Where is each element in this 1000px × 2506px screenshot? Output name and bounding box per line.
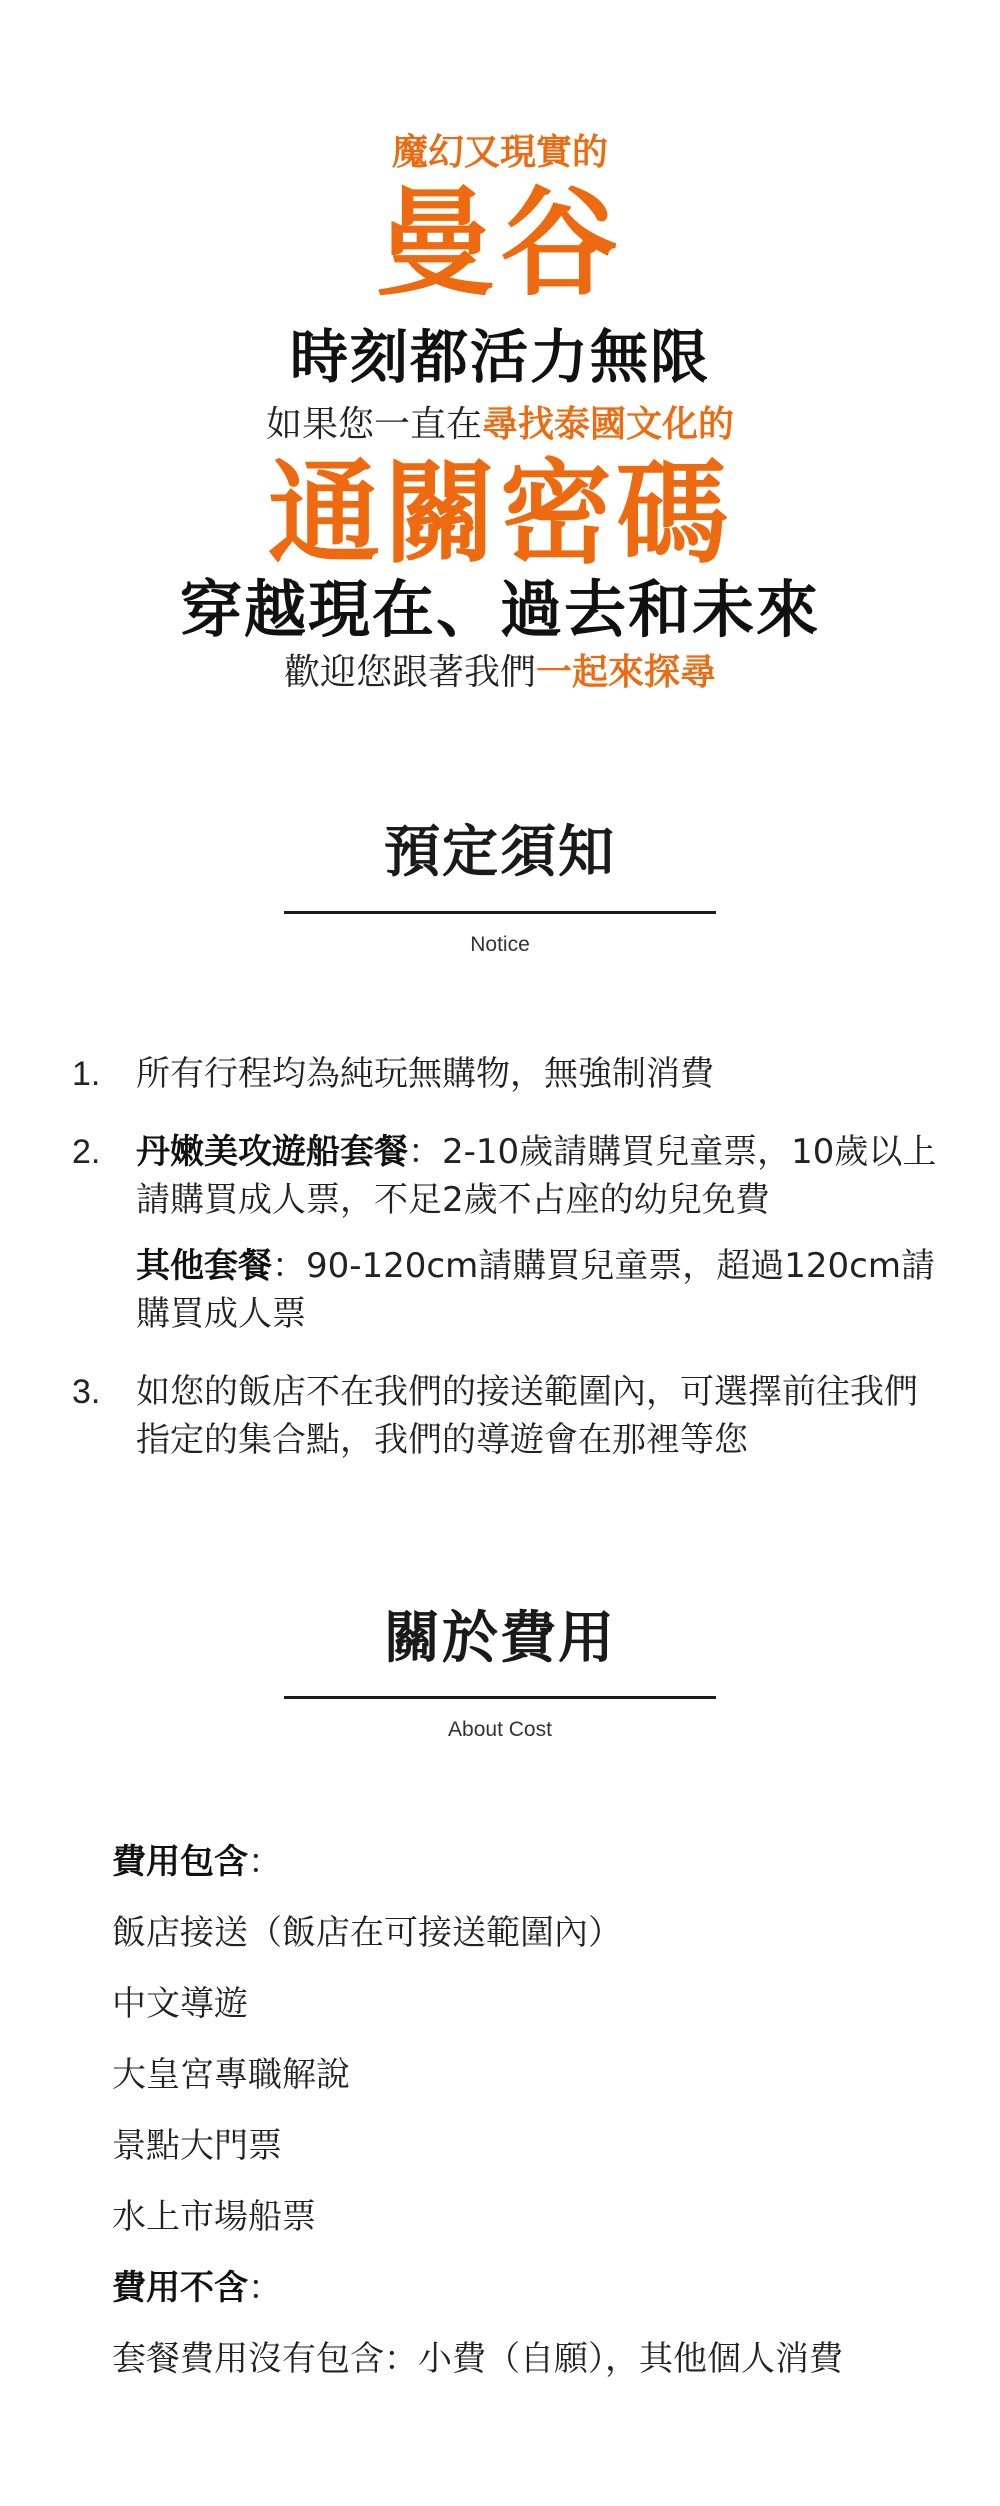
cost-subtitle: About Cost	[448, 1718, 552, 1741]
hero-l4	[0, 402, 1000, 448]
notice-text-2b: ：90-120cm請購買兒童票，超過120cm請購買成人票	[136, 1246, 935, 1334]
cost-list	[112, 1838, 952, 2406]
cost-rule	[284, 1696, 716, 1699]
hero-l1: 魔幻又現實的	[391, 132, 608, 173]
hero-city: 曼谷	[375, 174, 624, 312]
notice-text-2: ：2-10歲請購買兒童票，10歲以上請購買成人票，不足2歲不占座的幼兒免費	[136, 1132, 937, 1220]
hero-l5: 通關密碼	[268, 449, 732, 579]
notice-item-3	[72, 1368, 942, 1464]
cost-included-item: 水上市場船票	[112, 2197, 316, 2237]
notice-title: 預定須知	[384, 820, 616, 885]
notice-subtitle: Notice	[470, 933, 530, 956]
cost-colon-1: ：	[248, 1842, 282, 1882]
notice-num-1: 1.	[72, 1055, 101, 1093]
cost-included-label: 費用包含	[112, 1842, 248, 1882]
notice-text-3: 如您的飯店不在我們的接送範圍內，可選擇前往我們指定的集合點，我們的導遊會在那裡等您	[136, 1372, 918, 1460]
hero-l6: 穿越現在、過去和未來	[179, 573, 820, 646]
notice-bold-2: 丹嫩美攻遊船套餐	[136, 1132, 408, 1172]
cost-included-item: 大皇宮專職解說	[112, 2055, 350, 2095]
notice-num-3: 3.	[72, 1373, 101, 1411]
hero-l7	[0, 650, 1000, 696]
notice-text-1: 所有行程均為純玩無購物，無強制消費	[136, 1054, 714, 1094]
hero-l4-a: 如果您一直在	[265, 404, 482, 445]
cost-included-heading	[112, 1838, 952, 1886]
notice-item-1	[72, 1050, 942, 1098]
hero-l4-b: 尋找泰國文化的	[482, 404, 735, 445]
notice-num-2: 2.	[72, 1133, 101, 1171]
cost-included-item: 中文導遊	[112, 1984, 248, 2024]
cost-colon-2: ：	[248, 2268, 282, 2308]
cost-included-item: 景點大門票	[112, 2126, 282, 2166]
cost-excluded-heading	[112, 2264, 952, 2312]
notice-item-2b	[72, 1242, 942, 1338]
cost-excluded-item: 套餐費用沒有包含：小費（自願），其他個人消費	[112, 2339, 843, 2379]
hero-l7-b: 一起來探尋	[536, 652, 717, 693]
cost-included-item: 飯店接送（飯店在可接送範圍內）	[112, 1913, 622, 1953]
cost-excluded-label: 費用不含	[112, 2268, 248, 2308]
notice-bold-2b: 其他套餐	[136, 1246, 272, 1286]
notice-list	[72, 1050, 942, 1464]
notice-item-2	[72, 1128, 942, 1224]
cost-title: 關於費用	[384, 1606, 616, 1671]
hero-l7-a: 歡迎您跟著我們	[283, 652, 536, 693]
hero-l3: 時刻都活力無限	[289, 323, 710, 391]
notice-rule	[284, 911, 716, 914]
